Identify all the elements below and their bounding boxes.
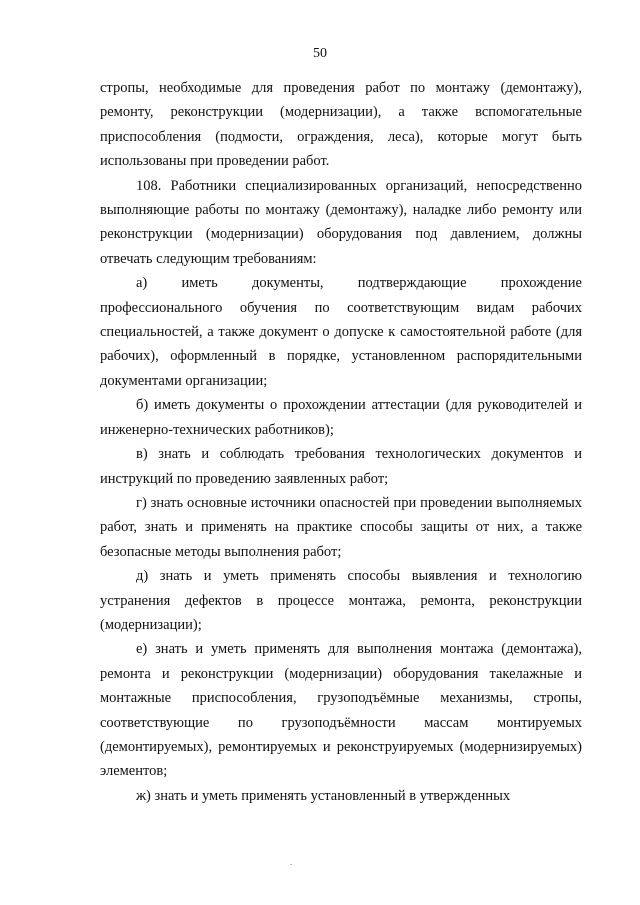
paragraph-item-a: а) иметь документы, подтверждающие прохождение профессионального обучения по соответствующим видам рабочих специальностей, а также документ о допуске к самостоятельной работе (для рабочих), оформленный в порядке, установленном распорядительными документами организации; (100, 275, 582, 389)
paragraph-item-v: в) знать и соблюдать требования технологических документов и инструкций по проведению заявленных работ; (100, 446, 582, 487)
paragraph-item-zh: ж) знать и уметь применять установленный в утвержденных (136, 787, 511, 804)
page-number: 50 (313, 46, 327, 61)
paragraph-item-e: е) знать и уметь применять для выполнения монтажа (демонтажа), ремонта и реконструкции (модернизации) оборудования такелажные и монтажные приспособления, грузоподъёмные механизмы, стропы, соответствующие по грузоподъёмности массам монтируемых (демонтируемых), ремонтируемых и реконструируемых (модернизируемых) элементов; (100, 641, 582, 780)
paragraph-continuation: стропы, необходимые для проведения работ по монтажу (демонтажу), ремонту, реконструкции (модернизации), а также вспомогательные приспособления (подмости, ограждения, леса), которые могут быть использованы при проведении работ. (100, 80, 582, 170)
document-body (100, 76, 582, 808)
scan-speck (290, 864, 292, 865)
paragraph-item-d: д) знать и уметь применять способы выявления и технологию устранения дефектов в процессе монтажа, ремонта, реконструкции (модернизации); (100, 568, 582, 633)
paragraph-item-b: б) иметь документы о прохождении аттестации (для руководителей и инженерно-технических работников); (100, 397, 582, 438)
paragraph-item-g: г) знать основные источники опасностей при проведении выполняемых работ, знать и применять на практике способы защиты от них, а также безопасные методы выполнения работ; (100, 494, 582, 560)
paragraph-108: 108. Работники специализированных организаций, непосредственно выполняющие работы по монтажу (демонтажу), наладке либо ремонту или реконструкции (модернизации) оборудования под давлением, должны отвечать следующим требованиям: (100, 177, 582, 267)
